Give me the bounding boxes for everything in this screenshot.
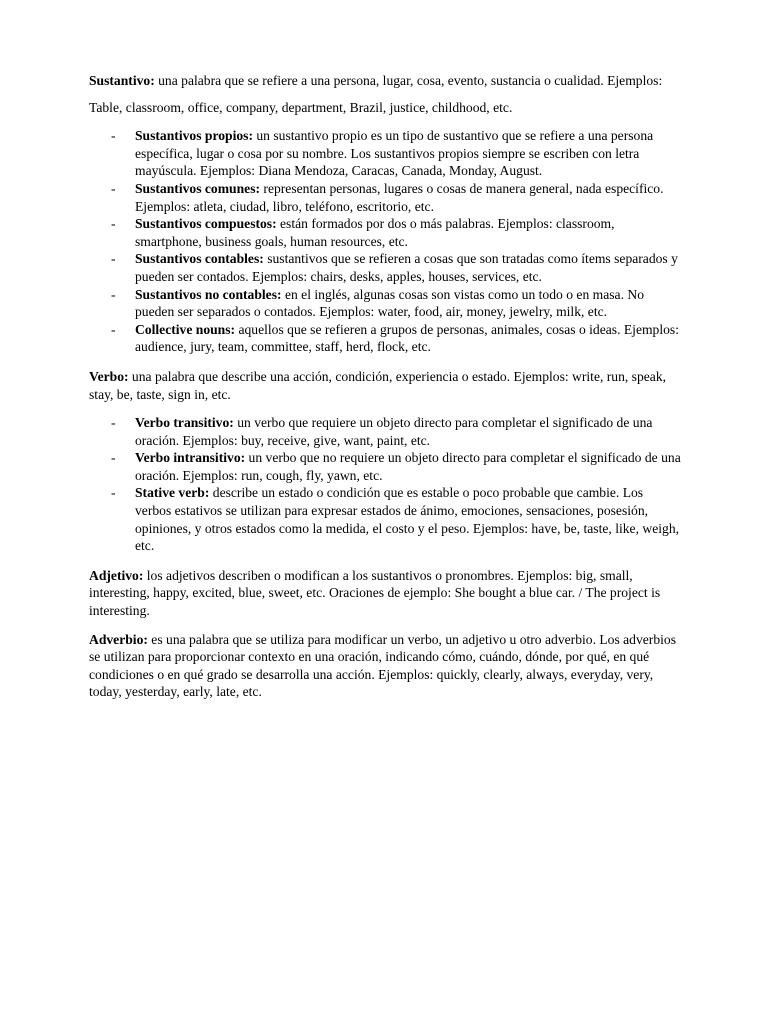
list-item-text: un verbo que requiere un objeto directo para completar el significado de una oración. Ejemplos: buy, receive, give, want, paint, etc.	[135, 415, 653, 448]
sustantivo-types-list	[89, 127, 681, 356]
list-item-sustantivos-contables	[111, 250, 681, 285]
bullet-dash: -	[111, 485, 116, 501]
list-item-term: Sustantivos contables:	[135, 251, 264, 267]
list-item-sustantivos-propios	[111, 127, 681, 180]
list-item-text: aquellos que se refieren a grupos de personas, animales, cosas o ideas. Ejemplos: audience, jury, team, committee, staff, herd, flock, etc.	[135, 321, 679, 355]
verbo-definition-text: una palabra que describe una acción, condición, experiencia o estado. Ejemplos: write, run, speak, stay, be, taste, sign in, etc.	[89, 368, 667, 402]
bullet-dash: -	[111, 180, 116, 196]
verbo-types-list	[89, 414, 681, 555]
list-item-stative-verb	[111, 484, 681, 554]
list-item-collective-nouns	[111, 321, 681, 356]
bullet-dash: -	[111, 415, 116, 431]
document-page	[89, 72, 681, 712]
adjetivo-definition-text: los adjetivos describen o modifican a los sustantivos o pronombres. Ejemplos: big, small, interesting, happy, excited, blue, sweet, etc. Oraciones de ejemplo: She bought a blue car. / The project is interesting.	[89, 567, 661, 619]
bullet-dash: -	[111, 286, 116, 302]
list-item-text: sustantivos que se refieren a cosas que son tratadas como ítems separados y pueden ser contados. Ejemplos: chairs, desks, apples, houses, services, etc.	[135, 251, 678, 284]
list-item-text: representan personas, lugares o cosas de manera general, nada específico. Ejemplos: atleta, ciudad, libro, teléfono, escritorio, etc.	[135, 180, 664, 214]
sustantivo-term: Sustantivo:	[89, 73, 155, 88]
adverbio-definition	[89, 631, 681, 701]
bullet-dash: -	[111, 450, 116, 466]
list-item-term: Verbo intransitivo:	[135, 450, 246, 466]
bullet-dash: -	[111, 321, 116, 337]
list-item-verbo-transitivo	[111, 414, 681, 449]
adverbio-term: Adverbio:	[89, 631, 148, 647]
adjetivo-definition	[89, 567, 681, 620]
list-item-term: Sustantivos compuestos:	[135, 216, 277, 232]
list-item-sustantivos-compuestos	[111, 215, 681, 250]
sustantivo-definition-text: una palabra que se refiere a una persona, lugar, cosa, evento, sustancia o cualidad. Ejemplos:	[154, 73, 663, 88]
bullet-dash: -	[111, 128, 116, 144]
list-item-term: Collective nouns:	[135, 321, 236, 337]
list-item-text: están formados por dos o más palabras. Ejemplos: classroom, smartphone, business goals, human resources, etc.	[135, 216, 615, 249]
sustantivo-definition	[89, 72, 681, 90]
list-item-term: Sustantivos comunes:	[135, 180, 261, 196]
list-item-term: Sustantivos propios:	[135, 128, 253, 144]
list-item-text: describe un estado o condición que es estable o poco probable que cambie. Los verbos estativos se utilizan para expresar estados de ánimo, emociones, sensaciones, posesión, opiniones, y otros estados como la medida, el costo y el peso. Ejemplos: have, be, taste, like, weigh, etc.	[135, 485, 680, 554]
list-item-text: un verbo que no requiere un objeto directo para completar el significado de una oración. Ejemplos: run, cough, fly, yawn, etc.	[135, 450, 681, 483]
list-item-term: Stative verb:	[135, 485, 210, 501]
verbo-term: Verbo:	[89, 368, 129, 384]
list-item-sustantivos-no-contables	[111, 286, 681, 321]
sustantivo-examples: Table, classroom, office, company, department, Brazil, justice, childhood, etc.	[89, 99, 513, 115]
bullet-dash: -	[111, 216, 116, 232]
bullet-dash: -	[111, 251, 116, 267]
list-item-verbo-intransitivo	[111, 449, 681, 484]
verbo-definition	[89, 368, 681, 403]
list-item-text: en el inglés, algunas cosas son vistas como un todo o en masa. No pueden ser separados o contados. Ejemplos: water, food, air, money, jewelry, milk, etc.	[135, 286, 644, 320]
list-item-sustantivos-comunes	[111, 180, 681, 215]
adverbio-definition-text: es una palabra que se utiliza para modificar un verbo, un adjetivo u otro adverbio. Los adverbios se utilizan para proporcionar contexto en una oración, indicando cómo, cuándo, dónde, por qué, en qué condiciones o en qué grado se desarrolla una acción. Ejemplos: quickly, clearly, always, everyday, very, today, yesterday, early, late, etc.	[89, 631, 676, 700]
list-item-term: Verbo transitivo:	[135, 415, 234, 431]
adjetivo-term: Adjetivo:	[89, 567, 144, 583]
list-item-text: un sustantivo propio es un tipo de sustantivo que se refiere a una persona específica, lugar o cosa por su nombre. Los sustantivos propios siempre se escriben con letra mayúscula. Ejemplos: Diana Mendoza, Caracas, Canada, Monday, August.	[135, 128, 654, 179]
list-item-term: Sustantivos no contables:	[135, 286, 282, 302]
